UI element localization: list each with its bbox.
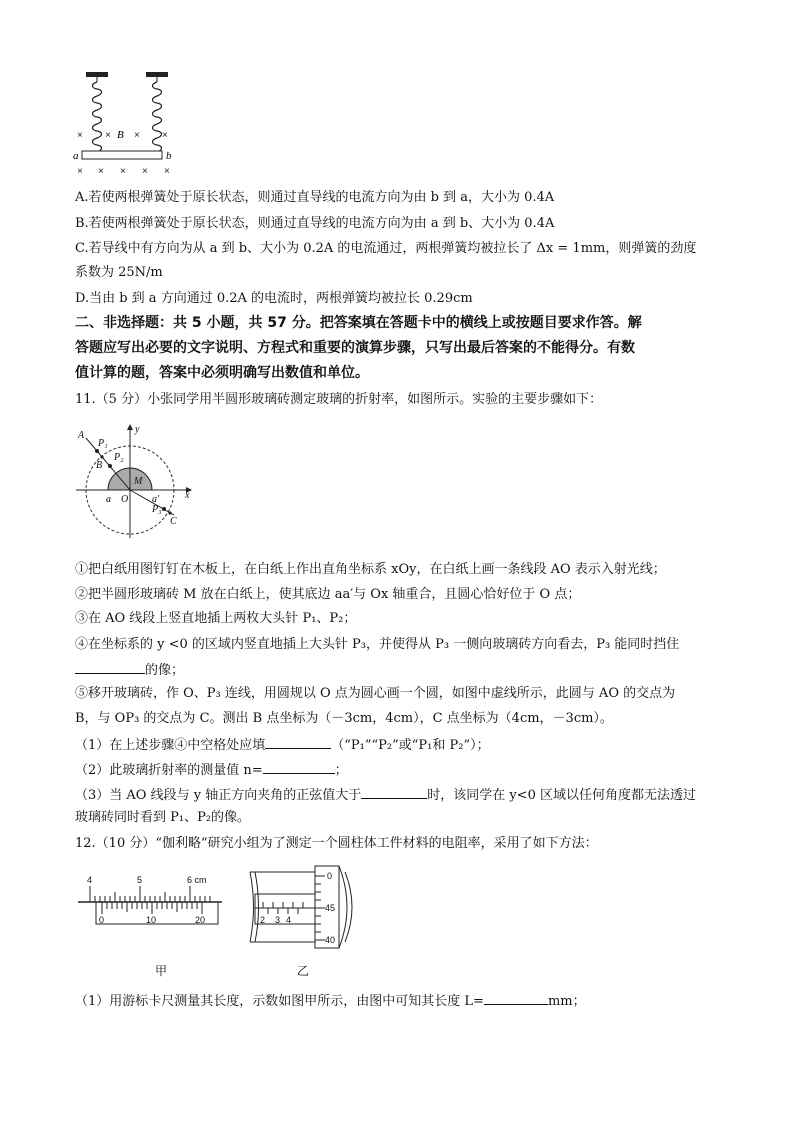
q11-step1: ①把白纸用图钉钉在木板上，在白纸上作出直角坐标系 xOy，在白纸上画一条线段 AO 表示入射光线；: [75, 562, 666, 577]
label-a-prime: a′: [152, 494, 160, 505]
q11-intro: 11.（5 分）小张同学用半圆形玻璃砖测定玻璃的折射率，如图所示。实验的主要步骤如下：: [75, 392, 603, 407]
svg-text:×: ×: [134, 130, 140, 141]
svg-text:×: ×: [162, 130, 168, 141]
caliper-vernier-tick-10: 10: [146, 915, 157, 925]
spring-label-b: b: [166, 150, 172, 162]
q12-part1b: mm；: [547, 994, 586, 1009]
micrometer-thimble-tick-45: 45: [325, 903, 336, 913]
label-x: x: [185, 490, 190, 501]
q11-part2-blank[interactable]: [263, 759, 335, 774]
q11-step4-blank[interactable]: [75, 659, 145, 674]
svg-text:×: ×: [142, 166, 148, 177]
q12-part1a: （1）用游标卡尺测量其长度，示数如图甲所示，由图中可知其长度 L=: [75, 994, 484, 1009]
q11-part2b: ；: [334, 763, 348, 778]
caliper-vernier-tick-0: 0: [99, 915, 105, 925]
vernier-caliper: [76, 872, 226, 944]
caliper-main-tick-5: 5: [137, 875, 143, 885]
label-A: A: [78, 430, 85, 441]
q11-part1-blank[interactable]: [265, 734, 331, 749]
q11-step5a: ⑤移开玻璃砖，作 O、P₃ 连线，用圆规以 O 点为圆心画一个圆，如图中虚线所示，此圆与 AO 的交点为: [75, 686, 676, 701]
q11-part1b: （“P₁”“P₂”或“P₁和 P₂”）；: [331, 738, 490, 753]
label-O: O: [121, 494, 129, 505]
micrometer-sleeve-tick-2: 2: [260, 915, 266, 925]
option-c-line1: C.若导线中有方向为从 a 到 b、大小为 0.2A 的电流通过，两根弹簧均被拉长了 Δx = 1mm，则弹簧的劲度: [75, 241, 697, 256]
micrometer-thimble-tick-0: 0: [327, 871, 333, 881]
section-heading-line1: 二、非选择题：共 5 小题，共 57 分。把答案填在答题卡中的横线上或按题目要求作答。解: [75, 315, 642, 331]
q11-step4a: ④在坐标系的 y <0 的区域内竖直地插上大头针 P₃，并使得从 P₃ 一侧向玻璃砖方向看去，P₃ 能同时挡住: [75, 637, 680, 652]
q12-intro: 12.（10 分）“伽利略”研究小组为了测定一个圆柱体工件材料的电阻率，采用了如下方法：: [75, 836, 598, 851]
label-C: C: [170, 516, 177, 527]
option-d: D.当由 b 到 a 方向通过 0.2A 的电流时，两根弹簧均被拉长 0.29cm: [75, 291, 473, 306]
section-heading-line3: 值计算的题，答案中必须明确写出数值和单位。: [75, 365, 369, 381]
spring-label-b-field: B: [117, 129, 124, 141]
q12-part1-blank[interactable]: [484, 990, 548, 1005]
label-B: B: [96, 460, 103, 471]
option-b: B.若使两根弹簧处于原长状态，则通过直导线的电流方向为由 a 到 b、大小为 0.4A: [75, 216, 555, 231]
micrometer: [245, 862, 370, 952]
caliper-main-tick-6: 6 cm: [187, 875, 207, 885]
q11-step5b: B，与 OP₃ 的交点为 C。测出 B 点坐标为（－3cm，4cm），C 点坐标为（4cm，－3cm）。: [75, 711, 613, 726]
caliper-vernier-tick-20: 20: [195, 915, 206, 925]
q11-part3a: （3）当 AO 线段与 y 轴正方向夹角的正弦值大于: [75, 788, 362, 803]
option-a: A.若使两根弹簧处于原长状态，则通过直导线的电流方向为由 b 到 a，大小为 0.4A: [75, 190, 555, 205]
q11-part1a: （1）在上述步骤④中空格处应填: [75, 738, 266, 753]
refraction-diagram: [72, 418, 197, 543]
svg-text:×: ×: [105, 130, 111, 141]
label-y: y: [135, 424, 140, 435]
spring-label-a: a: [73, 150, 79, 162]
q11-step4b: 的像；: [145, 663, 185, 678]
label-M: M: [134, 476, 143, 487]
label-P3: P₃: [152, 504, 162, 515]
q11-part3-blank[interactable]: [361, 784, 427, 799]
q11-step2: ②把半圆形玻璃砖 M 放在白纸上，使其底边 aa′与 Ox 轴重合，且圆心恰好位于 O 点；: [75, 587, 581, 602]
q11-part3b: 时，该同学在 y<0 区域以任何角度都无法透过: [427, 788, 696, 803]
section-heading-line2: 答题应写出必要的文字说明、方程式和重要的演算步骤，只写出最后答案的不能得分。有数: [75, 340, 635, 356]
caption-yi: 乙: [297, 964, 310, 978]
option-c-line2: 系数为 25N/m: [75, 265, 163, 280]
micrometer-sleeve-tick-4: 4: [286, 915, 292, 925]
svg-text:×: ×: [98, 166, 104, 177]
caption-jia: 甲: [155, 964, 168, 978]
svg-text:×: ×: [120, 166, 126, 177]
label-P2: P₂: [114, 452, 124, 463]
svg-text:×: ×: [164, 166, 170, 177]
caliper-main-tick-4: 4: [87, 875, 93, 885]
spring-figure: [70, 70, 180, 180]
micrometer-thimble-tick-40: 40: [325, 935, 336, 945]
q11-part2a: （2）此玻璃折射率的测量值 n=: [75, 763, 263, 778]
label-P1: P₁: [98, 438, 108, 449]
svg-text:×: ×: [77, 130, 83, 141]
q11-step3: ③在 AO 线段上竖直地插上两枚大头针 P₁、P₂；: [75, 611, 357, 626]
micrometer-sleeve-tick-3: 3: [275, 915, 281, 925]
label-a: a: [106, 494, 111, 505]
svg-text:×: ×: [77, 166, 83, 177]
q11-part3c: 玻璃砖同时看到 P₁、P₂的像。: [75, 810, 251, 825]
